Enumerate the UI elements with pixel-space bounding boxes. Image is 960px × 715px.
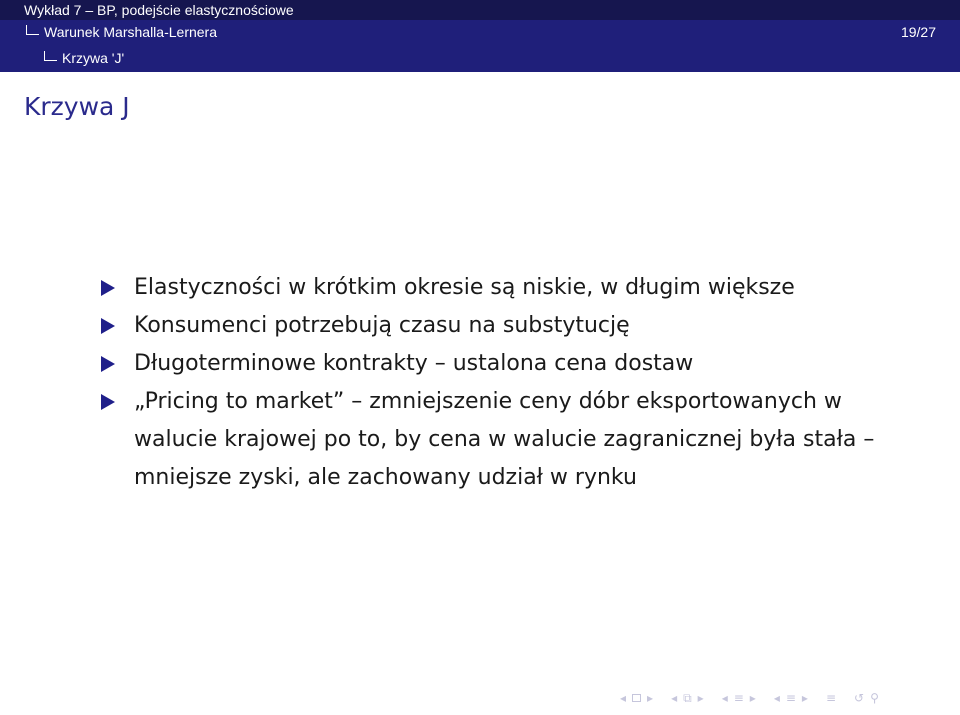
nav-right-arrow-icon[interactable]: ▸ — [647, 691, 654, 705]
bullet-triangle-icon — [101, 318, 115, 334]
nav-right-arrow-icon[interactable]: ▸ — [697, 691, 704, 705]
bullet-text: „Pricing to market” – zmniejszenie ceny dóbr eksportowanych w walucie krajowej po to, by cena w walucie zagranicznej była stała – mniejsze zyski, ale zachowany udział w rynku — [134, 389, 875, 490]
bullet-triangle-icon — [101, 394, 115, 410]
bullet-list — [101, 269, 921, 497]
nav-left-arrow-icon[interactable]: ◂ — [721, 691, 728, 705]
nav-left-arrow-icon[interactable]: ◂ — [671, 691, 678, 705]
header-subsection-row — [0, 20, 960, 45]
list-item — [101, 269, 921, 307]
header-subsection-title: Warunek Marshalla-Lernera — [44, 24, 217, 40]
header-subsubsection-row — [0, 45, 960, 72]
breadcrumb-corner-icon — [26, 25, 39, 35]
header-section-row — [0, 0, 960, 20]
bullet-triangle-icon — [101, 356, 115, 372]
list-item — [101, 345, 921, 383]
section-lines-icon[interactable]: ≡ — [733, 691, 744, 705]
subsection-box-icon[interactable]: ⧉ — [683, 691, 692, 705]
header-subsubsection-title: Krzywa 'J' — [62, 50, 125, 66]
nav-right-arrow-icon[interactable]: ▸ — [749, 691, 756, 705]
nav-left-arrow-icon[interactable]: ◂ — [773, 691, 780, 705]
back-arrow-icon[interactable]: ↺ — [854, 691, 865, 705]
nav-left-arrow-icon[interactable]: ◂ — [620, 691, 627, 705]
breadcrumb-subsection[interactable] — [26, 20, 217, 45]
frame-box-icon[interactable] — [632, 694, 641, 702]
breadcrumb-corner-icon — [44, 51, 57, 61]
bullet-text: Konsumenci potrzebują czasu na substytucję — [134, 313, 630, 338]
slide-header — [0, 0, 960, 72]
page-number: 19/27 — [900, 24, 936, 40]
bullet-text: Elastyczności w krótkim okresie są niskie, w długim większe — [134, 275, 795, 300]
subsection-lines-icon[interactable]: ≡ — [785, 691, 796, 705]
search-icon[interactable]: ⚲ — [870, 691, 879, 705]
list-item — [101, 307, 921, 345]
nav-right-arrow-icon[interactable]: ▸ — [801, 691, 808, 705]
document-lines-icon[interactable]: ≡ — [825, 691, 837, 705]
breadcrumb-subsubsection[interactable] — [44, 45, 124, 72]
bullet-triangle-icon — [101, 280, 115, 296]
header-section-title[interactable]: Wykład 7 – BP, podejście elastycznościowe — [24, 2, 294, 18]
page-title: Krzywa J — [24, 92, 130, 121]
beamer-navigation-bar — [620, 690, 879, 706]
bullet-text: Długoterminowe kontrakty – ustalona cena dostaw — [134, 351, 694, 376]
list-item — [101, 383, 921, 497]
